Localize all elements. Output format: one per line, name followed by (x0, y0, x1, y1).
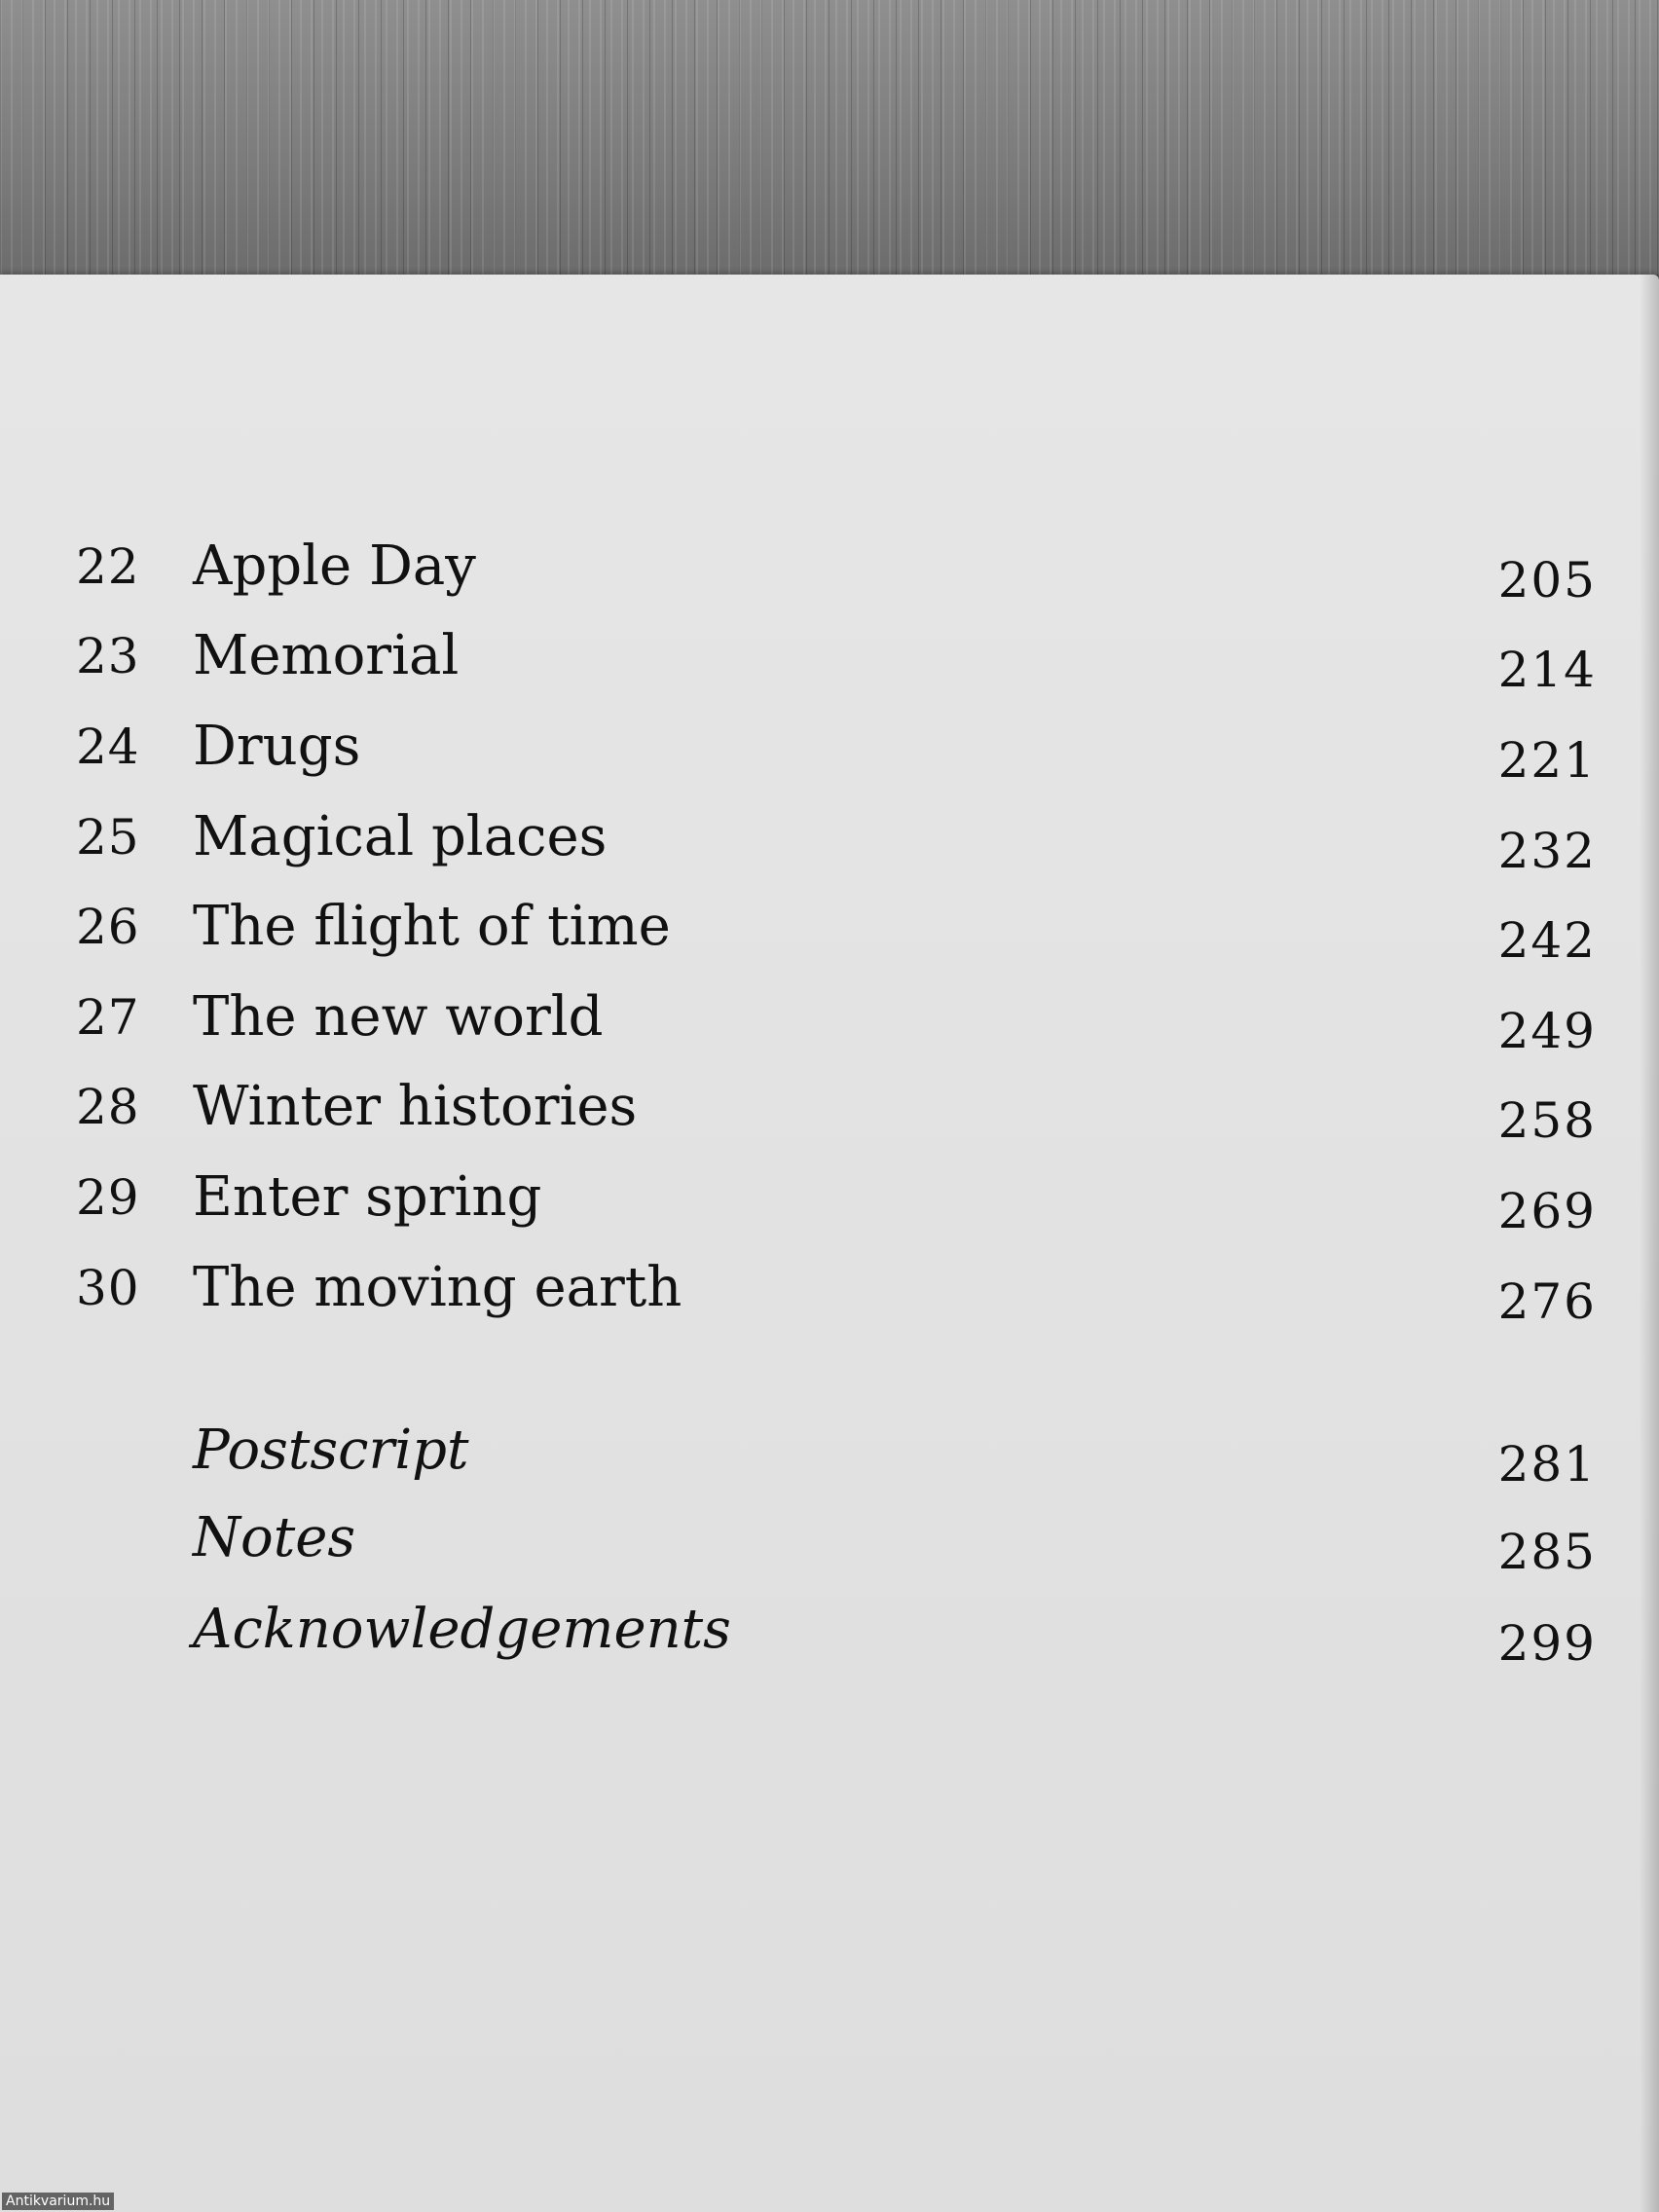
page-number: 232 (1497, 823, 1597, 879)
toc-row[interactable] (0, 978, 1659, 1059)
backmatter-title: Postscript (193, 1419, 469, 1482)
chapter-number: 26 (76, 899, 140, 955)
toc-row[interactable] (0, 528, 1659, 606)
backmatter-title: Acknowledgements (193, 1598, 731, 1661)
background-texture (0, 0, 1659, 292)
chapter-title: Apple Day (193, 535, 476, 598)
page-number: 299 (1497, 1615, 1597, 1672)
backmatter-title: Notes (193, 1506, 356, 1569)
chapter-number: 25 (76, 809, 140, 866)
page-number: 285 (1497, 1524, 1597, 1580)
toc-row[interactable] (0, 888, 1659, 969)
chapter-number: 23 (76, 628, 140, 684)
page-number: 276 (1497, 1273, 1597, 1330)
toc-row[interactable] (0, 1249, 1659, 1330)
chapter-title: Enter spring (193, 1165, 542, 1229)
chapter-title: The flight of time (193, 895, 671, 958)
chapter-number: 28 (76, 1079, 140, 1135)
chapter-number: 30 (76, 1260, 140, 1316)
toc-row[interactable] (0, 1159, 1659, 1239)
chapter-title: Magical places (193, 805, 608, 868)
toc-row[interactable] (0, 1591, 1659, 1672)
chapter-title: Memorial (193, 624, 460, 687)
toc-row[interactable] (0, 1499, 1659, 1580)
chapter-number: 29 (76, 1169, 140, 1226)
toc-row[interactable] (0, 617, 1659, 698)
page-number: 214 (1497, 642, 1597, 698)
chapter-number: 22 (76, 538, 140, 595)
page-number: 242 (1497, 912, 1597, 969)
chapter-number: 27 (76, 989, 140, 1046)
chapter-title: Drugs (193, 715, 361, 778)
page-number: 281 (1497, 1436, 1597, 1493)
toc-row[interactable] (0, 1412, 1659, 1493)
page-number: 269 (1497, 1183, 1597, 1239)
page-number: 249 (1497, 1003, 1597, 1059)
toc-row[interactable] (0, 798, 1659, 879)
chapter-title: Winter histories (193, 1075, 638, 1138)
watermark-label: Antikvarium.hu (2, 2193, 114, 2210)
chapter-title: The new world (193, 985, 604, 1049)
toc-row[interactable] (0, 1068, 1659, 1149)
chapter-number: 24 (76, 719, 140, 775)
page-number: 258 (1497, 1092, 1597, 1149)
page-number: 205 (1497, 552, 1597, 608)
chapter-title: The moving earth (193, 1256, 682, 1319)
page-number: 221 (1497, 732, 1597, 789)
toc-row[interactable] (0, 708, 1659, 789)
